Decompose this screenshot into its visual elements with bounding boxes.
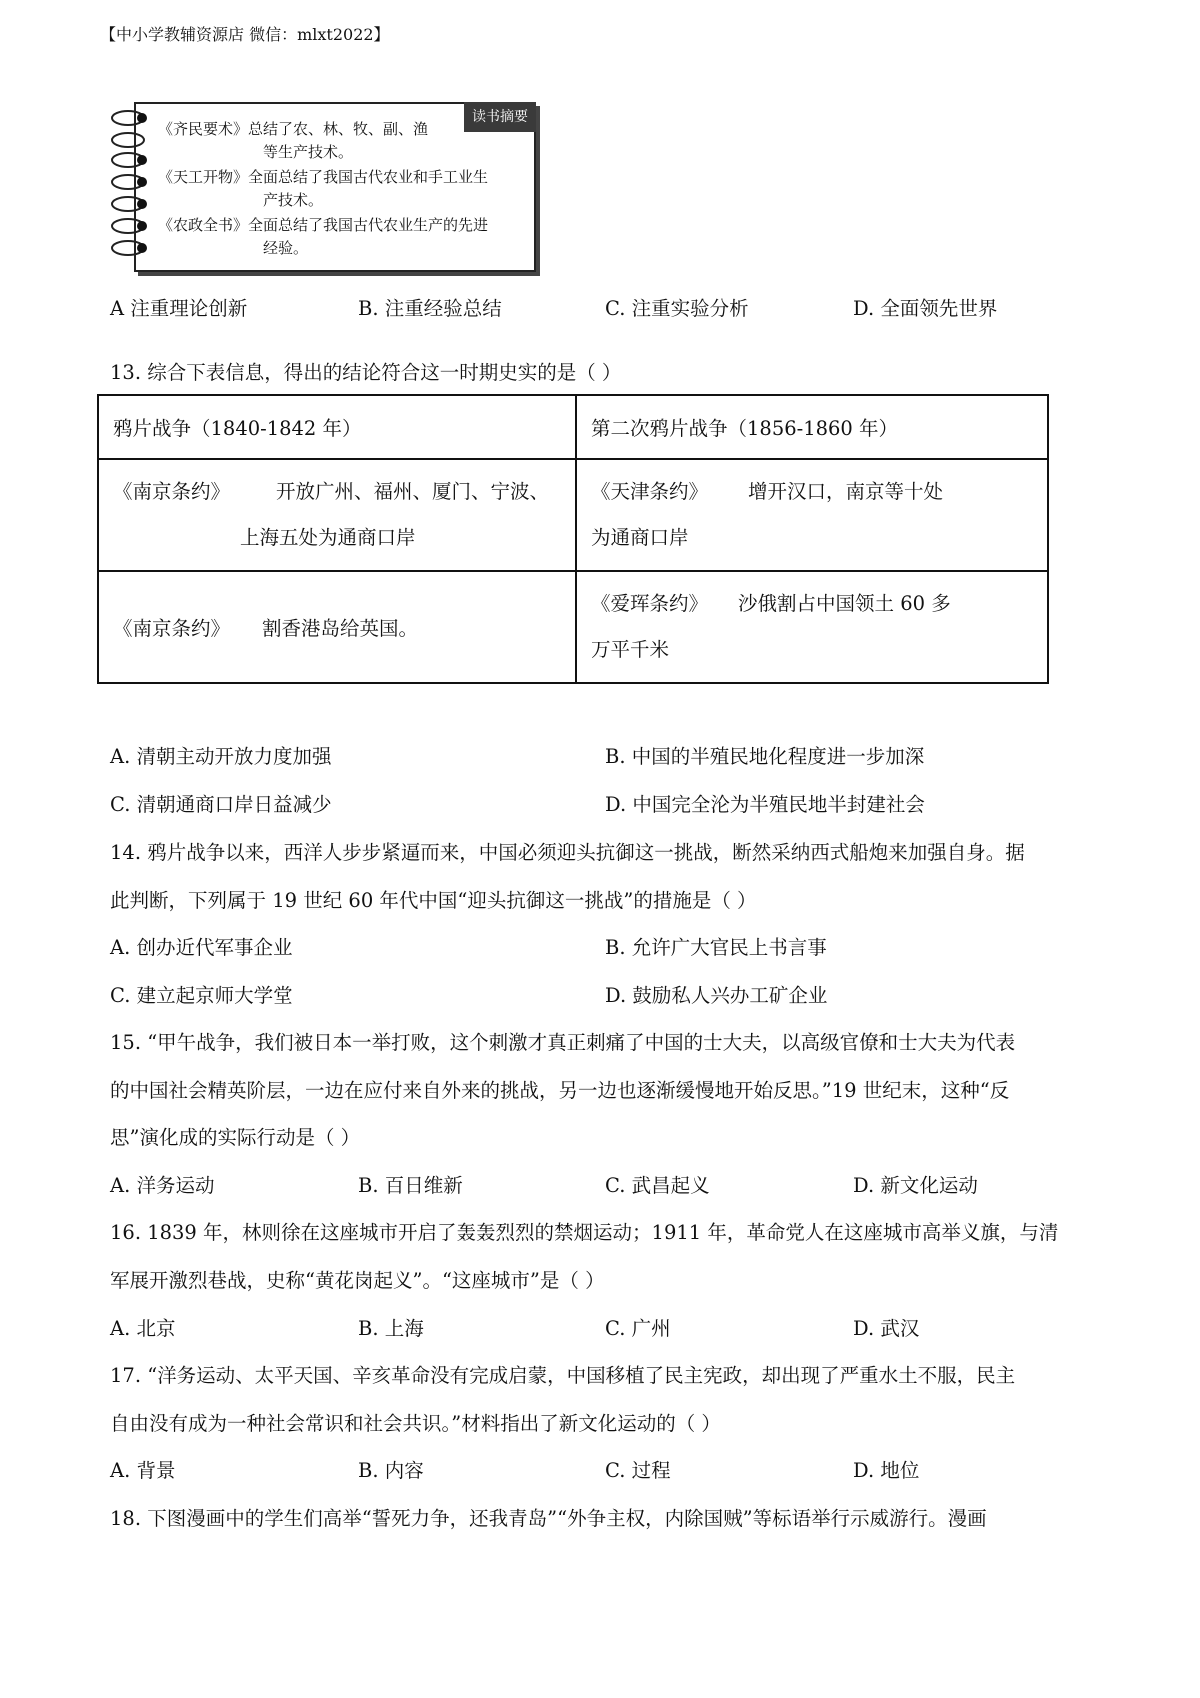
table-header-cell: 第二次鸦片战争（1856-1860 年） [576,395,1048,459]
q12-option-b[interactable]: B. 注重经验总结 [358,297,502,320]
q15-option-b[interactable]: B. 百日维新 [358,1174,463,1197]
q15-option-c[interactable]: C. 武昌起义 [605,1174,710,1197]
ring-icon [108,194,148,214]
q14-option-a[interactable]: A. 创办近代军事企业 [110,936,293,959]
q12-option-a[interactable]: A 注重理论创新 [110,297,248,320]
table-cell [98,571,576,683]
treaty-content: 开放广州、福州、厦门、宁波、 [276,480,550,503]
reading-notes-figure [108,84,532,270]
q17-stem-line1: 17. “洋务运动、太平天国、辛亥革命没有完成启蒙，中国移植了民主宪政，却出现了严重水土不服，民主 [110,1364,1016,1387]
treaty-content: 割香港岛给英国。 [262,617,419,640]
q12-option-d[interactable]: D. 全面领先世界 [853,297,998,320]
ring-icon [108,216,148,236]
table-cell [98,459,576,571]
treaty-content: 增开汉口，南京等十处 [748,480,944,503]
note-line-cont: 等生产技术。 [263,143,354,161]
q15-stem-line3: 思”演化成的实际行动是（ ） [110,1126,361,1149]
treaty-content: 万平千米 [591,638,670,661]
treaty-name: 《天津条约》 [591,480,709,503]
q17-option-b[interactable]: B. 内容 [358,1459,424,1482]
q13-option-a[interactable]: A. 清朝主动开放力度加强 [110,745,332,768]
q14-option-c[interactable]: C. 建立起京师大学堂 [110,984,293,1007]
q16-stem-line1: 16. 1839 年，林则徐在这座城市开启了轰轰烈烈的禁烟运动；1911 年，革命党人在这座城市高举义旗，与清 [110,1221,1059,1244]
reading-notes-tag: 读书摘要 [464,102,536,132]
note-line-cont: 产技术。 [263,191,324,209]
ring-icon [108,108,148,128]
ring-icon [108,238,148,258]
treaty-content: 为通商口岸 [591,526,689,549]
treaty-name: 《南京条约》 [113,617,231,640]
q17-option-c[interactable]: C. 过程 [605,1459,671,1482]
note-line-cont: 经验。 [263,239,309,257]
table-cell [576,459,1048,571]
note-line: 《天工开物》全面总结了我国古代农业和手工业生 [158,168,489,186]
q14-option-d[interactable]: D. 鼓励私人兴办工矿企业 [605,984,828,1007]
q17-option-a[interactable]: A. 背景 [110,1459,176,1482]
q16-stem-line2: 军展开激烈巷战，史称“黄花岗起义”。“这座城市”是（ ） [110,1269,605,1292]
q13-option-b[interactable]: B. 中国的半殖民地化程度进一步加深 [605,745,925,768]
page-header: 【中小学教辅资源店 微信：mlxt2022】 [100,25,390,44]
q13-option-c[interactable]: C. 清朝通商口岸日益减少 [110,793,332,816]
q18-stem-line1: 18. 下图漫画中的学生们高举“誓死力争，还我青岛”“外争主权，内除国贼”等标语举行示威游行。漫画 [110,1507,987,1530]
q16-option-a[interactable]: A. 北京 [110,1317,176,1340]
q14-option-b[interactable]: B. 允许广大官民上书言事 [605,936,827,959]
treaty-content: 沙俄割占中国领土 60 多 [738,592,951,615]
q14-stem-line2: 此判断，下列属于 19 世纪 60 年代中国“迎头抗御这一挑战”的措施是（ ） [110,889,757,912]
q15-stem-line1: 15. “甲午战争，我们被日本一举打败，这个刺激才真正刺痛了中国的士大夫，以高级官僚和士大夫为代表 [110,1031,1016,1054]
table-header-cell: 鸦片战争（1840-1842 年） [98,395,576,459]
q13-option-d[interactable]: D. 中国完全沦为半殖民地半封建社会 [605,793,925,816]
q17-stem-line2: 自由没有成为一种社会常识和社会共识。”材料指出了新文化运动的（ ） [110,1412,721,1435]
q16-option-b[interactable]: B. 上海 [358,1317,424,1340]
q16-option-c[interactable]: C. 广州 [605,1317,671,1340]
ring-icon [108,150,148,170]
q16-option-d[interactable]: D. 武汉 [853,1317,920,1340]
note-line: 《农政全书》全面总结了我国古代农业生产的先进 [158,216,489,234]
ring-icon [108,130,148,150]
treaty-name: 《南京条约》 [113,480,231,503]
ring-icon [108,172,148,192]
note-line: 《齐民要术》总结了农、林、牧、副、渔 [158,120,429,138]
q17-option-d[interactable]: D. 地位 [853,1459,920,1482]
table-cell [576,571,1048,683]
treaty-name: 《爱珲条约》 [591,592,709,615]
treaty-content: 上海五处为通商口岸 [240,526,416,549]
q15-stem-line2: 的中国社会精英阶层，一边在应付来自外来的挑战，另一边也逐渐缓慢地开始反思。”19 世纪末，这种“反 [110,1079,1010,1102]
q15-option-a[interactable]: A. 洋务运动 [110,1174,215,1197]
q14-stem-line1: 14. 鸦片战争以来，西洋人步步紧逼而来，中国必须迎头抗御这一挑战，断然采纳西式船炮来加强自身。据 [110,841,1025,864]
q13-stem: 13. 综合下表信息，得出的结论符合这一时期史实的是（ ） [110,361,622,384]
q13-table [97,394,1049,684]
q15-option-d[interactable]: D. 新文化运动 [853,1174,978,1197]
q12-option-c[interactable]: C. 注重实验分析 [605,297,749,320]
